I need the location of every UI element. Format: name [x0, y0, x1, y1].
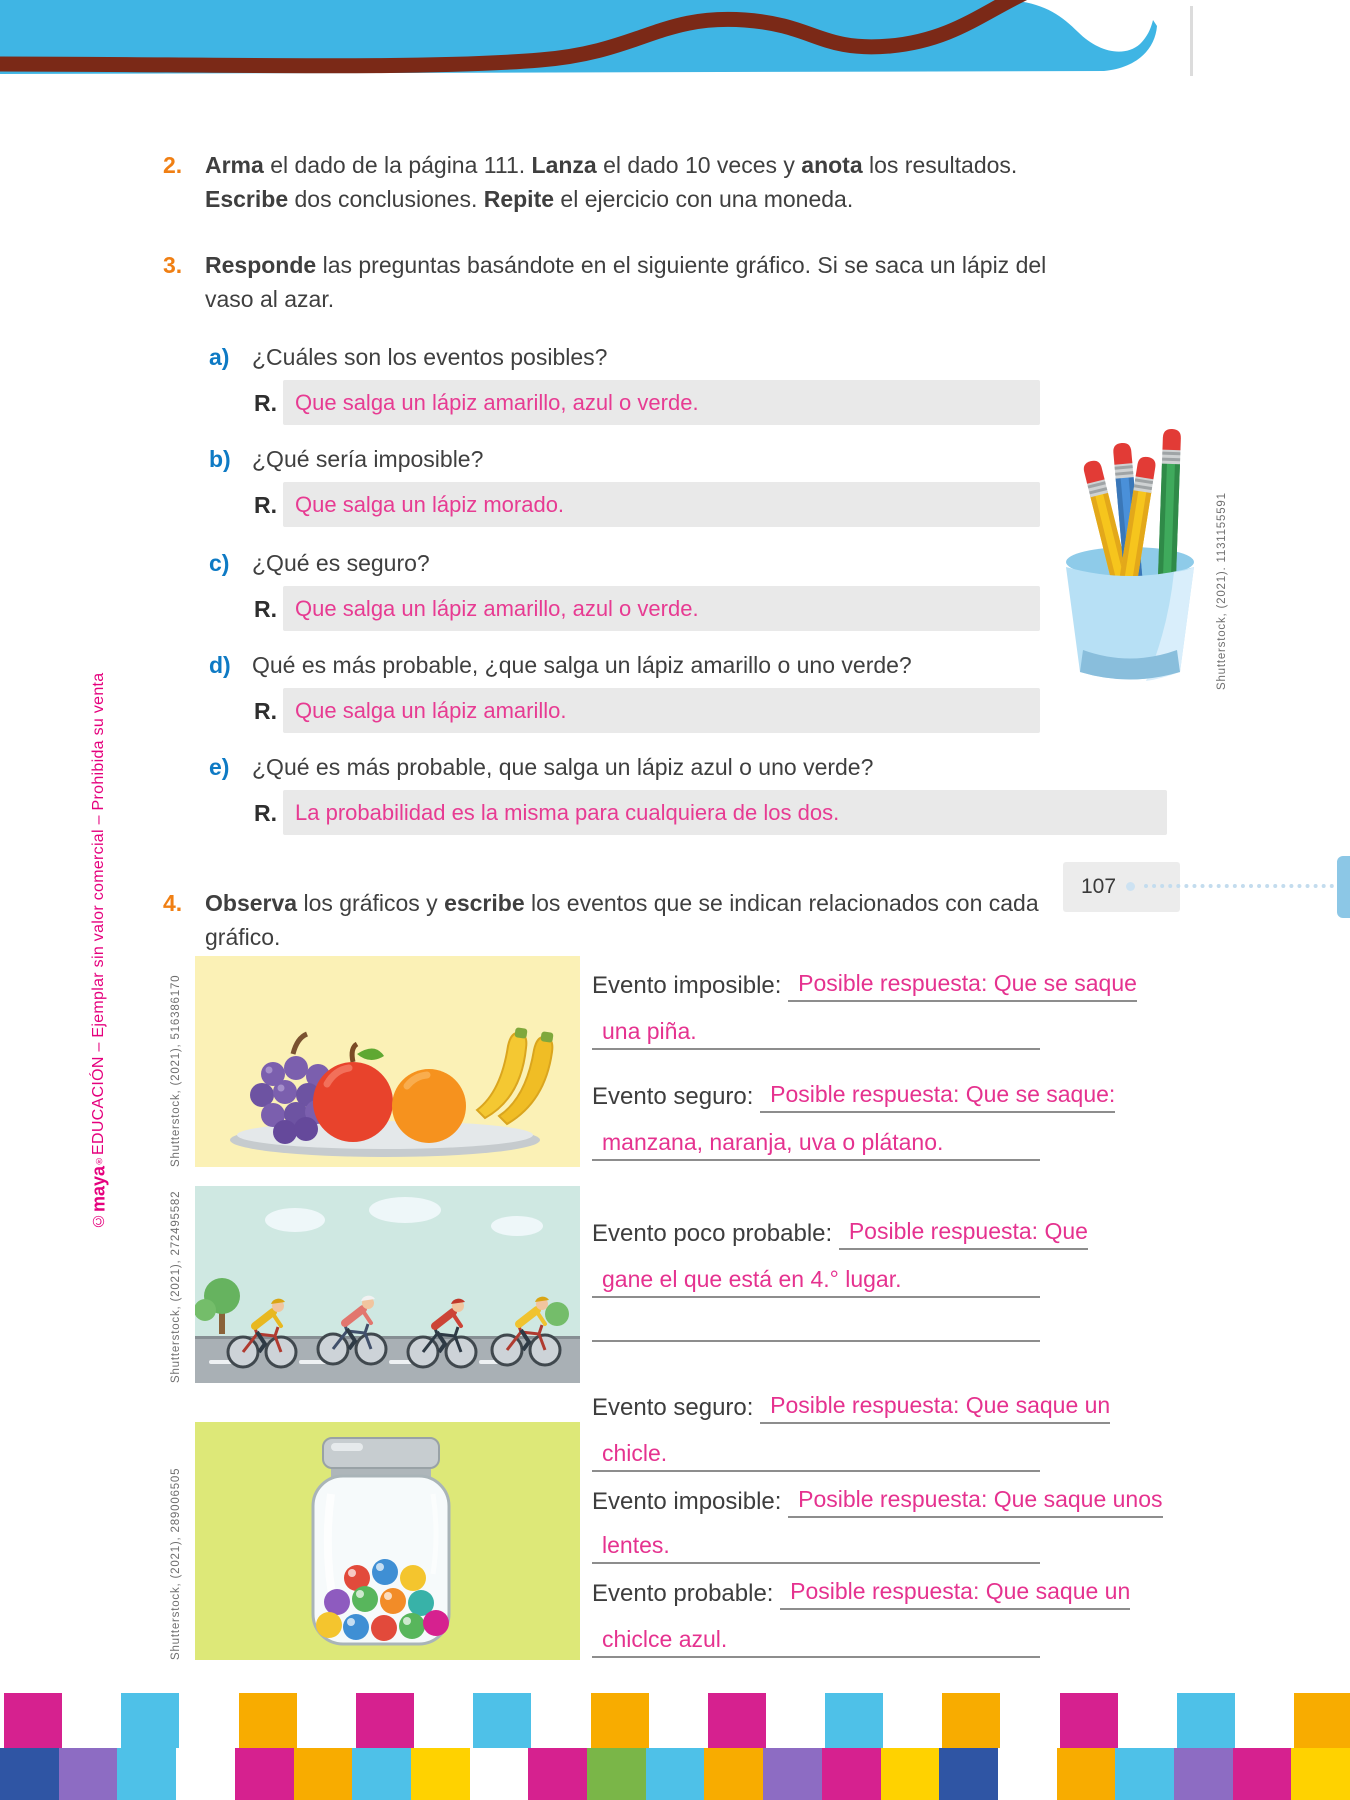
answer-c-r: R. — [254, 596, 277, 622]
imprint-text: EDUCACIÓN – Ejemplar sin valor comercial – Prohibida su venta — [90, 672, 107, 1156]
badge-blue-strip — [1337, 856, 1350, 918]
answer-line — [592, 1307, 1040, 1342]
item-4-text — [205, 886, 1050, 954]
top-wave-band — [0, 0, 1350, 80]
event-impossible-jar — [592, 1482, 1163, 1518]
event-certain-jar — [592, 1388, 1111, 1424]
tile — [117, 1748, 176, 1800]
question-e-text: ¿Qué es más probable, que salga un lápiz azul o uno verde? — [252, 754, 874, 780]
fruit-bowl-illustration — [195, 956, 580, 1167]
pencils-credit: Shutterstock, (2021). 1131155591 — [1216, 492, 1228, 690]
top-right-divider — [1190, 6, 1193, 76]
item-2-line-2: Escribe dos conclusiones. Repite el ejercicio con una moneda. — [205, 186, 854, 212]
orange — [392, 1069, 466, 1143]
item-2-line-1: Arma el dado de la página 111. Lanza el dado 10 veces y anota los resultados. — [205, 152, 1018, 178]
badge-dot — [1126, 882, 1135, 891]
event-certain-fruit — [592, 1077, 1116, 1113]
tile — [939, 1748, 998, 1800]
event-certain-jar-cont — [592, 1436, 1040, 1472]
event-impossible-fruit-cont — [592, 1014, 1040, 1050]
question-b-text: ¿Qué sería imposible? — [252, 446, 484, 472]
answer-line: gane el que está en 4.° lugar. — [592, 1263, 1040, 1298]
fruit-credit: Shutterstock, (2021), 516386170 — [170, 974, 182, 1167]
tile — [998, 1748, 1057, 1800]
event-label: Evento probable: — [592, 1580, 781, 1607]
gumball-jar-illustration — [195, 1422, 580, 1660]
tile — [587, 1748, 646, 1800]
item-2-number: 2. — [163, 152, 183, 178]
event-unlikely-cyclists-cont — [592, 1262, 1040, 1298]
item-3-line-2: vaso al azar. — [205, 286, 335, 312]
answer-b-r: R. — [254, 492, 277, 518]
event-label: Evento seguro: — [592, 1083, 761, 1110]
event-label: Evento seguro: — [592, 1394, 761, 1421]
cyclists-race-illustration — [195, 1186, 580, 1383]
answer-a-box: Que salga un lápiz amarillo, azul o verde. — [283, 380, 1040, 425]
question-b-letter: b) — [209, 446, 231, 472]
answer-d-box: Que salga un lápiz amarillo. — [283, 688, 1040, 733]
answer-line: Posible respuesta: Que saque un — [760, 1389, 1110, 1424]
answer-d-r: R. — [254, 698, 277, 724]
tile — [294, 1748, 353, 1800]
item-4-line-2: gráfico. — [205, 924, 281, 950]
tile — [470, 1748, 529, 1800]
item-2-text — [205, 148, 1050, 216]
tile — [1177, 1693, 1235, 1748]
tile — [822, 1748, 881, 1800]
item-3-text — [205, 248, 1050, 316]
tile — [356, 1693, 414, 1748]
event-probable-jar-cont — [592, 1622, 1040, 1658]
tile — [528, 1748, 587, 1800]
side-imprint — [86, 645, 112, 1257]
tile — [1233, 1748, 1292, 1800]
brand-logo: maya — [88, 1165, 109, 1212]
tile — [591, 1693, 649, 1748]
page-number-badge: 107 — [1063, 862, 1180, 912]
item-4-number: 4. — [163, 890, 183, 916]
tile — [708, 1693, 766, 1748]
event-impossible-jar-cont — [592, 1528, 1040, 1564]
tile — [1174, 1748, 1233, 1800]
answer-line: chiclce azul. — [592, 1623, 1040, 1658]
tile — [4, 1693, 62, 1748]
tile — [1060, 1693, 1118, 1748]
question-e-letter: e) — [209, 754, 230, 780]
cyclists-credit: Shutterstock, (2021), 272495582 — [170, 1190, 182, 1383]
tile — [352, 1748, 411, 1800]
question-a-letter: a) — [209, 344, 230, 370]
item-3-line-1: Responde las preguntas basándote en el siguiente gráfico. Si se saca un lápiz del — [205, 252, 1047, 278]
question-d-text: Qué es más probable, ¿que salga un lápiz amarillo o uno verde? — [252, 652, 912, 678]
answer-line: Posible respuesta: Que — [839, 1215, 1088, 1250]
answer-e-r: R. — [254, 800, 277, 826]
event-label: Evento poco probable: — [592, 1220, 839, 1247]
question-d-letter: d) — [209, 652, 231, 678]
tile — [121, 1693, 179, 1748]
jar-credit: Shutterstock, (2021), 289006505 — [170, 1467, 182, 1660]
event-probable-jar — [592, 1574, 1131, 1610]
tile — [59, 1748, 118, 1800]
tile — [704, 1748, 763, 1800]
tile — [0, 1748, 59, 1800]
answer-a-r: R. — [254, 390, 277, 416]
answer-line: una piña. — [592, 1015, 1040, 1050]
tile — [1291, 1748, 1350, 1800]
tile — [176, 1748, 235, 1800]
answer-line: chicle. — [592, 1437, 1040, 1472]
answer-line: Posible respuesta: Que se saque — [788, 967, 1137, 1002]
tile — [763, 1748, 822, 1800]
tile — [825, 1693, 883, 1748]
tile — [411, 1748, 470, 1800]
answer-line: Posible respuesta: Que se saque: — [760, 1078, 1115, 1113]
answer-line: Posible respuesta: Que saque unos — [788, 1483, 1162, 1518]
event-certain-fruit-cont — [592, 1125, 1040, 1161]
registered-symbol: ® — [94, 1155, 104, 1166]
answer-line: manzana, naranja, uva o plátano. — [592, 1126, 1040, 1161]
tile — [881, 1748, 940, 1800]
item-4-line-1: Observa los gráficos y escribe los eventos que se indican relacionados con cada — [205, 890, 1039, 916]
copyright-symbol: © — [90, 1211, 107, 1230]
tile — [235, 1748, 294, 1800]
tile — [1294, 1693, 1350, 1748]
event-label: Evento imposible: — [592, 972, 789, 999]
tile — [239, 1693, 297, 1748]
answer-line: Posible respuesta: Que saque un — [780, 1575, 1130, 1610]
answer-e-box: La probabilidad es la misma para cualquiera de los dos. — [283, 790, 1167, 835]
tile — [1057, 1748, 1116, 1800]
event-label: Evento imposible: — [592, 1488, 789, 1515]
event-unlikely-cyclists-blank — [592, 1306, 1040, 1342]
badge-dotted-line — [1144, 884, 1334, 888]
event-impossible-fruit — [592, 966, 1137, 1002]
answer-line: lentes. — [592, 1529, 1040, 1564]
question-c-text: ¿Qué es seguro? — [252, 550, 430, 576]
answer-c-box: Que salga un lápiz amarillo, azul o verde. — [283, 586, 1040, 631]
tile — [1115, 1748, 1174, 1800]
question-a-text: ¿Cuáles son los eventos posibles? — [252, 344, 608, 370]
question-c-letter: c) — [209, 550, 230, 576]
tile — [473, 1693, 531, 1748]
tile — [942, 1693, 1000, 1748]
event-unlikely-cyclists — [592, 1214, 1088, 1250]
answer-b-box: Que salga un lápiz morado. — [283, 482, 1040, 527]
tile — [646, 1748, 705, 1800]
item-3-number: 3. — [163, 252, 183, 278]
pencil-cup-illustration — [1050, 420, 1210, 690]
